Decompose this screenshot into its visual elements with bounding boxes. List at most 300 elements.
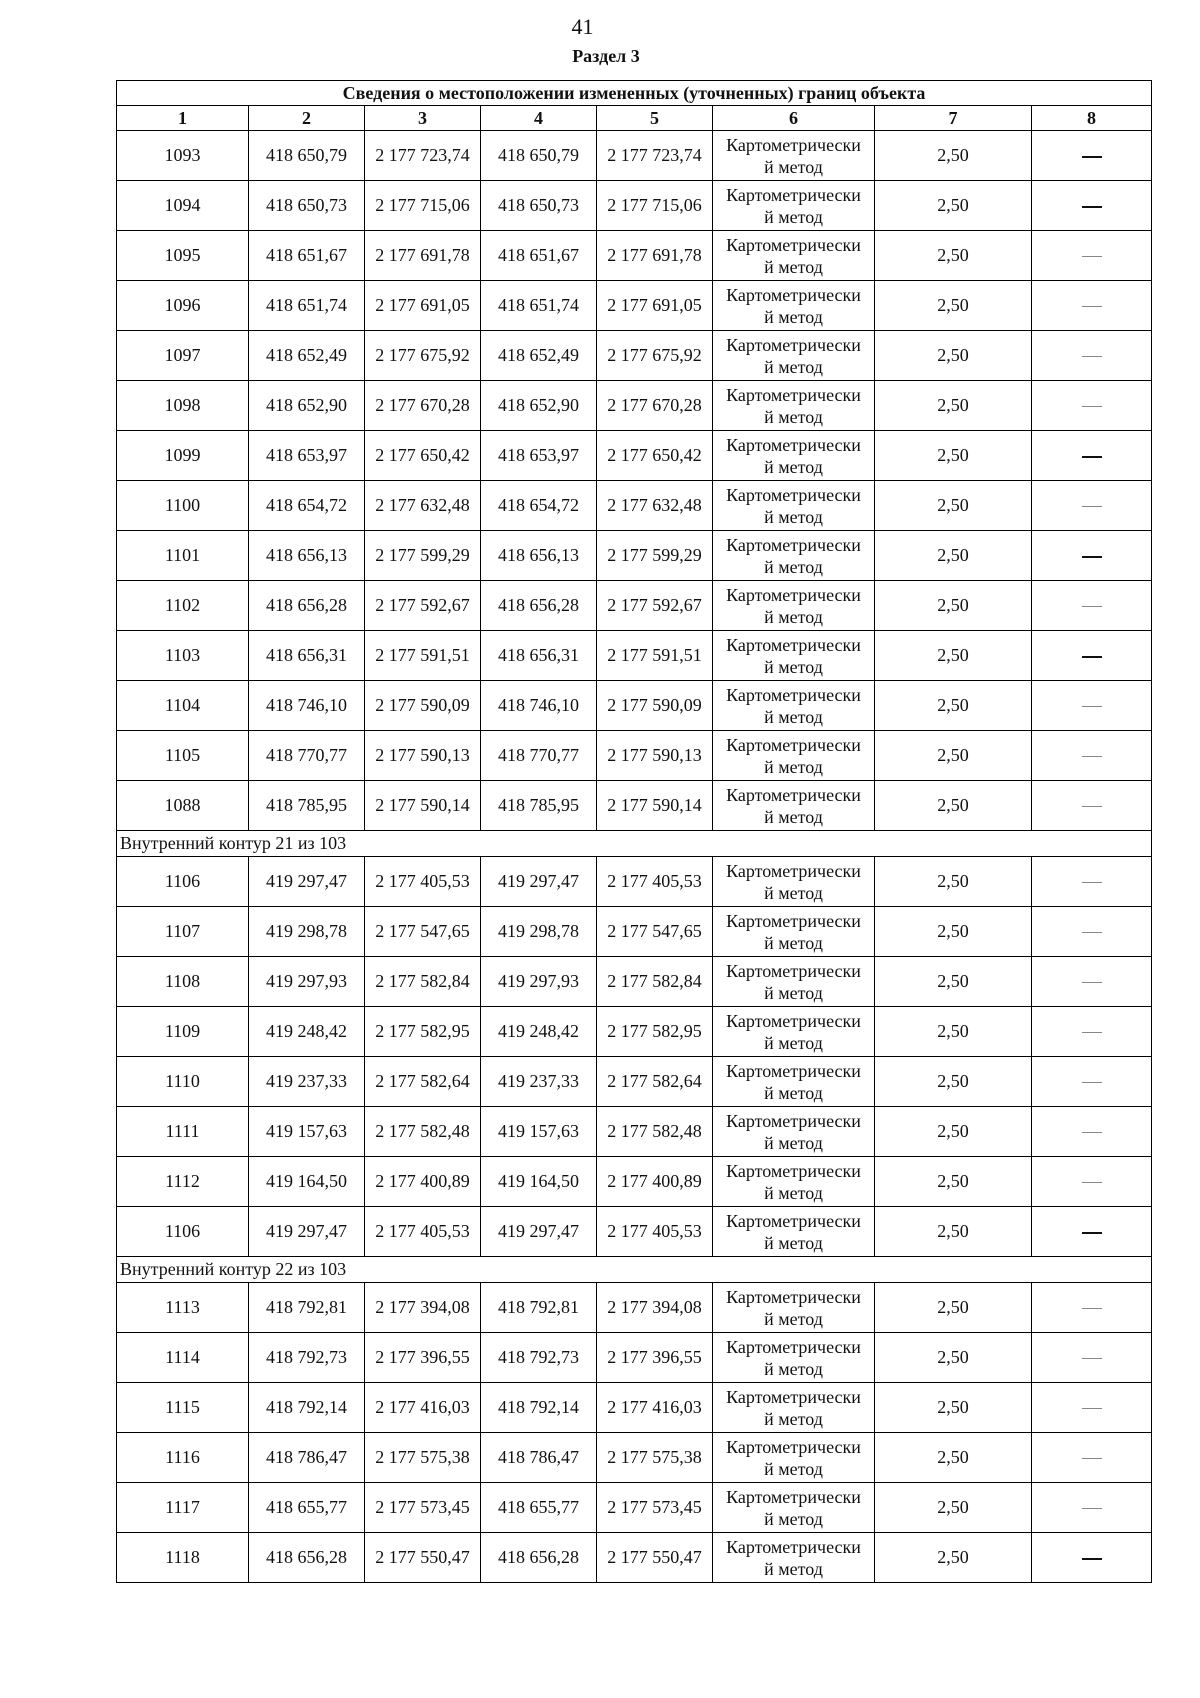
x-refined-cell: 418 792,73 [481, 1333, 597, 1383]
y-existing-cell: 2 177 590,14 [365, 781, 481, 831]
accuracy-cell: 2,50 [875, 1483, 1032, 1533]
method-line: й метод [764, 806, 823, 827]
y-existing-cell: 2 177 715,06 [365, 181, 481, 231]
method-line: й метод [764, 706, 823, 727]
method-line: й метод [764, 206, 823, 227]
x-refined-cell: 418 656,13 [481, 531, 597, 581]
method-line: й метод [764, 1508, 823, 1529]
method-cell [713, 131, 875, 181]
x-existing-cell: 418 785,95 [249, 781, 365, 831]
y-existing-cell: 2 177 632,48 [365, 481, 481, 531]
y-refined-cell: 2 177 675,92 [597, 331, 713, 381]
y-refined-cell: 2 177 590,13 [597, 731, 713, 781]
description-cell [1032, 331, 1152, 381]
x-refined-cell: 418 792,81 [481, 1283, 597, 1333]
y-refined-cell: 2 177 650,42 [597, 431, 713, 481]
column-number: 1 [117, 106, 249, 131]
table-row [117, 1333, 1152, 1383]
accuracy-cell: 2,50 [875, 631, 1032, 681]
description-cell [1032, 857, 1152, 907]
y-refined-cell: 2 177 396,55 [597, 1333, 713, 1383]
y-refined-cell: 2 177 599,29 [597, 531, 713, 581]
method-cell [713, 1157, 875, 1207]
description-cell [1032, 907, 1152, 957]
x-existing-cell: 418 656,31 [249, 631, 365, 681]
dash-mark [1082, 356, 1102, 357]
point-number-cell: 1106 [117, 1207, 249, 1257]
dash-mark [1082, 1508, 1102, 1509]
y-refined-cell: 2 177 405,53 [597, 857, 713, 907]
method-line: Картометрически [726, 634, 861, 655]
y-existing-cell: 2 177 599,29 [365, 531, 481, 581]
x-refined-cell: 418 652,49 [481, 331, 597, 381]
description-cell [1032, 231, 1152, 281]
table-row [117, 907, 1152, 957]
table-row [117, 581, 1152, 631]
point-number-cell: 1093 [117, 131, 249, 181]
contour-label: Внутренний контур 22 из 103 [117, 1257, 1152, 1283]
y-refined-cell: 2 177 591,51 [597, 631, 713, 681]
point-number-cell: 1113 [117, 1283, 249, 1333]
x-refined-cell: 418 652,90 [481, 381, 597, 431]
x-existing-cell: 418 652,49 [249, 331, 365, 381]
x-existing-cell: 419 164,50 [249, 1157, 365, 1207]
description-cell [1032, 1333, 1152, 1383]
method-cell [713, 331, 875, 381]
table-row [117, 1283, 1152, 1333]
method-line: Картометрически [726, 1110, 861, 1131]
accuracy-cell: 2,50 [875, 857, 1032, 907]
method-cell [713, 231, 875, 281]
y-refined-cell: 2 177 394,08 [597, 1283, 713, 1333]
x-existing-cell: 418 746,10 [249, 681, 365, 731]
method-cell [713, 431, 875, 481]
x-refined-cell: 418 656,28 [481, 581, 597, 631]
column-number: 6 [713, 106, 875, 131]
description-cell [1032, 781, 1152, 831]
method-line: й метод [764, 256, 823, 277]
description-cell [1032, 531, 1152, 581]
point-number-cell: 1117 [117, 1483, 249, 1533]
y-existing-cell: 2 177 550,47 [365, 1533, 481, 1583]
dash-mark [1082, 556, 1102, 558]
x-existing-cell: 419 297,47 [249, 857, 365, 907]
accuracy-cell: 2,50 [875, 431, 1032, 481]
y-existing-cell: 2 177 691,78 [365, 231, 481, 281]
method-cell [713, 781, 875, 831]
x-existing-cell: 418 770,77 [249, 731, 365, 781]
method-line: Картометрически [726, 1210, 861, 1231]
method-cell [713, 581, 875, 631]
x-refined-cell: 419 164,50 [481, 1157, 597, 1207]
dash-mark [1082, 506, 1102, 507]
table-row [117, 631, 1152, 681]
y-existing-cell: 2 177 573,45 [365, 1483, 481, 1533]
dash-mark [1082, 256, 1102, 257]
dash-mark [1082, 1132, 1102, 1133]
method-line: й метод [764, 406, 823, 427]
method-line: Картометрически [726, 234, 861, 255]
dash-mark [1082, 1232, 1102, 1234]
x-refined-cell: 419 297,93 [481, 957, 597, 1007]
x-refined-cell: 418 650,73 [481, 181, 597, 231]
accuracy-cell: 2,50 [875, 281, 1032, 331]
point-number-cell: 1111 [117, 1107, 249, 1157]
x-existing-cell: 419 298,78 [249, 907, 365, 957]
method-cell [713, 1483, 875, 1533]
x-existing-cell: 418 792,14 [249, 1383, 365, 1433]
accuracy-cell: 2,50 [875, 1333, 1032, 1383]
method-line: Картометрически [726, 860, 861, 881]
dash-mark [1082, 882, 1102, 883]
method-line: Картометрически [726, 1286, 861, 1307]
table-row [117, 957, 1152, 1007]
x-existing-cell: 418 656,28 [249, 1533, 365, 1583]
dash-mark [1082, 456, 1102, 458]
x-refined-cell: 419 157,63 [481, 1107, 597, 1157]
method-cell [713, 857, 875, 907]
x-refined-cell: 419 297,47 [481, 1207, 597, 1257]
y-existing-cell: 2 177 400,89 [365, 1157, 481, 1207]
accuracy-cell: 2,50 [875, 1007, 1032, 1057]
point-number-cell: 1101 [117, 531, 249, 581]
dash-mark [1082, 1358, 1102, 1359]
table-row [117, 857, 1152, 907]
point-number-cell: 1098 [117, 381, 249, 431]
point-number-cell: 1104 [117, 681, 249, 731]
y-refined-cell: 2 177 400,89 [597, 1157, 713, 1207]
table-row [117, 531, 1152, 581]
y-refined-cell: 2 177 590,14 [597, 781, 713, 831]
accuracy-cell: 2,50 [875, 957, 1032, 1007]
y-existing-cell: 2 177 547,65 [365, 907, 481, 957]
description-cell [1032, 1433, 1152, 1483]
dash-mark [1082, 1408, 1102, 1409]
boundary-coordinates-table [116, 80, 1152, 1583]
dash-mark [1082, 1032, 1102, 1033]
method-line: Картометрически [726, 1336, 861, 1357]
y-refined-cell: 2 177 670,28 [597, 381, 713, 431]
description-cell [1032, 1157, 1152, 1207]
dash-mark [1082, 156, 1102, 158]
accuracy-cell: 2,50 [875, 481, 1032, 531]
y-existing-cell: 2 177 405,53 [365, 857, 481, 907]
method-cell [713, 1057, 875, 1107]
column-number: 7 [875, 106, 1032, 131]
x-refined-cell: 418 654,72 [481, 481, 597, 531]
x-existing-cell: 418 650,73 [249, 181, 365, 231]
point-number-cell: 1116 [117, 1433, 249, 1483]
point-number-cell: 1099 [117, 431, 249, 481]
table-row [117, 1533, 1152, 1583]
y-existing-cell: 2 177 670,28 [365, 381, 481, 431]
method-cell [713, 1533, 875, 1583]
accuracy-cell: 2,50 [875, 331, 1032, 381]
table-row [117, 1057, 1152, 1107]
y-refined-cell: 2 177 550,47 [597, 1533, 713, 1583]
method-line: Картометрически [726, 484, 861, 505]
table-row [117, 231, 1152, 281]
table-title: Сведения о местоположении измененных (уточненных) границ объекта [117, 81, 1152, 106]
method-line: Картометрически [726, 384, 861, 405]
method-line: й метод [764, 1408, 823, 1429]
x-refined-cell: 419 297,47 [481, 857, 597, 907]
accuracy-cell: 2,50 [875, 731, 1032, 781]
point-number-cell: 1109 [117, 1007, 249, 1057]
y-refined-cell: 2 177 691,78 [597, 231, 713, 281]
method-line: й метод [764, 356, 823, 377]
method-line: Картометрически [726, 1486, 861, 1507]
method-line: Картометрически [726, 334, 861, 355]
point-number-cell: 1108 [117, 957, 249, 1007]
method-line: й метод [764, 756, 823, 777]
point-number-cell: 1094 [117, 181, 249, 231]
method-line: й метод [764, 506, 823, 527]
method-line: Картометрически [726, 910, 861, 931]
point-number-cell: 1107 [117, 907, 249, 957]
method-line: Картометрически [726, 734, 861, 755]
table-row [117, 1383, 1152, 1433]
column-number: 4 [481, 106, 597, 131]
point-number-cell: 1105 [117, 731, 249, 781]
column-number: 3 [365, 106, 481, 131]
x-existing-cell: 418 655,77 [249, 1483, 365, 1533]
x-refined-cell: 419 237,33 [481, 1057, 597, 1107]
y-existing-cell: 2 177 675,92 [365, 331, 481, 381]
table-body [117, 131, 1152, 1583]
accuracy-cell: 2,50 [875, 1283, 1032, 1333]
accuracy-cell: 2,50 [875, 1207, 1032, 1257]
description-cell [1032, 957, 1152, 1007]
x-refined-cell: 418 650,79 [481, 131, 597, 181]
table-row [117, 481, 1152, 531]
method-line: Картометрически [726, 1536, 861, 1557]
method-line: Картометрически [726, 534, 861, 555]
method-cell [713, 531, 875, 581]
x-refined-cell: 418 651,74 [481, 281, 597, 331]
y-refined-cell: 2 177 582,95 [597, 1007, 713, 1057]
column-number: 8 [1032, 106, 1152, 131]
y-refined-cell: 2 177 573,45 [597, 1483, 713, 1533]
section-title: Раздел 3 [572, 46, 640, 66]
x-existing-cell: 418 656,13 [249, 531, 365, 581]
method-line: й метод [764, 606, 823, 627]
point-number-cell: 1103 [117, 631, 249, 681]
method-cell [713, 957, 875, 1007]
y-existing-cell: 2 177 650,42 [365, 431, 481, 481]
y-refined-cell: 2 177 575,38 [597, 1433, 713, 1483]
method-line: й метод [764, 1558, 823, 1579]
description-cell [1032, 631, 1152, 681]
y-refined-cell: 2 177 582,48 [597, 1107, 713, 1157]
description-cell [1032, 581, 1152, 631]
method-line: Картометрически [726, 434, 861, 455]
table-row [117, 1157, 1152, 1207]
y-existing-cell: 2 177 416,03 [365, 1383, 481, 1433]
table-row [117, 1207, 1152, 1257]
x-refined-cell: 418 785,95 [481, 781, 597, 831]
point-number-cell: 1118 [117, 1533, 249, 1583]
contour-header-row [117, 831, 1152, 857]
dash-mark [1082, 982, 1102, 983]
method-line: Картометрически [726, 1010, 861, 1031]
method-line: Картометрически [726, 1386, 861, 1407]
contour-label: Внутренний контур 21 из 103 [117, 831, 1152, 857]
x-existing-cell: 419 157,63 [249, 1107, 365, 1157]
description-cell [1032, 681, 1152, 731]
table-row [117, 1007, 1152, 1057]
point-number-cell: 1096 [117, 281, 249, 331]
method-line: й метод [764, 556, 823, 577]
method-line: Картометрически [726, 184, 861, 205]
method-line: Картометрически [726, 784, 861, 805]
method-line: й метод [764, 1358, 823, 1379]
dash-mark [1082, 756, 1102, 757]
y-refined-cell: 2 177 582,64 [597, 1057, 713, 1107]
accuracy-cell: 2,50 [875, 1383, 1032, 1433]
method-line: й метод [764, 882, 823, 903]
table-row [117, 1433, 1152, 1483]
x-existing-cell: 418 656,28 [249, 581, 365, 631]
x-existing-cell: 419 237,33 [249, 1057, 365, 1107]
accuracy-cell: 2,50 [875, 231, 1032, 281]
y-existing-cell: 2 177 394,08 [365, 1283, 481, 1333]
description-cell [1032, 481, 1152, 531]
x-existing-cell: 419 248,42 [249, 1007, 365, 1057]
description-cell [1032, 731, 1152, 781]
dash-mark [1082, 1558, 1102, 1560]
dash-mark [1082, 932, 1102, 933]
point-number-cell: 1088 [117, 781, 249, 831]
point-number-cell: 1106 [117, 857, 249, 907]
method-cell [713, 481, 875, 531]
accuracy-cell: 2,50 [875, 1533, 1032, 1583]
x-existing-cell: 418 792,73 [249, 1333, 365, 1383]
x-existing-cell: 419 297,47 [249, 1207, 365, 1257]
column-number: 2 [249, 106, 365, 131]
point-number-cell: 1110 [117, 1057, 249, 1107]
description-cell [1032, 1483, 1152, 1533]
x-refined-cell: 418 651,67 [481, 231, 597, 281]
table-row [117, 281, 1152, 331]
table-row [117, 181, 1152, 231]
method-cell [713, 1007, 875, 1057]
method-line: й метод [764, 306, 823, 327]
method-line: Картометрически [726, 1160, 861, 1181]
method-line: Картометрически [726, 684, 861, 705]
x-refined-cell: 418 656,31 [481, 631, 597, 681]
method-line: й метод [764, 156, 823, 177]
method-line: й метод [764, 1132, 823, 1153]
method-cell [713, 1283, 875, 1333]
dash-mark [1082, 406, 1102, 407]
y-existing-cell: 2 177 396,55 [365, 1333, 481, 1383]
accuracy-cell: 2,50 [875, 181, 1032, 231]
method-line: й метод [764, 1308, 823, 1329]
method-cell [713, 731, 875, 781]
point-number-cell: 1112 [117, 1157, 249, 1207]
x-existing-cell: 418 786,47 [249, 1433, 365, 1483]
y-existing-cell: 2 177 590,13 [365, 731, 481, 781]
point-number-cell: 1097 [117, 331, 249, 381]
y-refined-cell: 2 177 723,74 [597, 131, 713, 181]
table-row [117, 431, 1152, 481]
method-line: Картометрически [726, 134, 861, 155]
method-cell [713, 1383, 875, 1433]
method-line: й метод [764, 1182, 823, 1203]
x-existing-cell: 418 651,67 [249, 231, 365, 281]
dash-mark [1082, 206, 1102, 208]
accuracy-cell: 2,50 [875, 531, 1032, 581]
dash-mark [1082, 606, 1102, 607]
dash-mark [1082, 1458, 1102, 1459]
description-cell [1032, 281, 1152, 331]
x-existing-cell: 418 652,90 [249, 381, 365, 431]
point-number-cell: 1100 [117, 481, 249, 531]
dash-mark [1082, 1182, 1102, 1183]
description-cell [1032, 1383, 1152, 1433]
method-line: й метод [764, 1458, 823, 1479]
y-refined-cell: 2 177 590,09 [597, 681, 713, 731]
method-cell [713, 907, 875, 957]
method-line: Картометрически [726, 1060, 861, 1081]
x-existing-cell: 419 297,93 [249, 957, 365, 1007]
accuracy-cell: 2,50 [875, 1157, 1032, 1207]
x-refined-cell: 418 770,77 [481, 731, 597, 781]
dash-mark [1082, 306, 1102, 307]
description-cell [1032, 381, 1152, 431]
x-refined-cell: 419 248,42 [481, 1007, 597, 1057]
accuracy-cell: 2,50 [875, 1057, 1032, 1107]
x-refined-cell: 419 298,78 [481, 907, 597, 957]
method-line: Картометрически [726, 960, 861, 981]
y-existing-cell: 2 177 590,09 [365, 681, 481, 731]
accuracy-cell: 2,50 [875, 581, 1032, 631]
dash-mark [1082, 1308, 1102, 1309]
method-line: й метод [764, 932, 823, 953]
table-row [117, 331, 1152, 381]
y-refined-cell: 2 177 405,53 [597, 1207, 713, 1257]
x-refined-cell: 418 746,10 [481, 681, 597, 731]
y-existing-cell: 2 177 405,53 [365, 1207, 481, 1257]
table-row [117, 131, 1152, 181]
y-existing-cell: 2 177 582,95 [365, 1007, 481, 1057]
contour-header-row [117, 1257, 1152, 1283]
point-number-cell: 1114 [117, 1333, 249, 1383]
x-refined-cell: 418 786,47 [481, 1433, 597, 1483]
y-existing-cell: 2 177 691,05 [365, 281, 481, 331]
method-cell [713, 631, 875, 681]
dash-mark [1082, 706, 1102, 707]
y-refined-cell: 2 177 715,06 [597, 181, 713, 231]
dash-mark [1082, 1082, 1102, 1083]
x-existing-cell: 418 653,97 [249, 431, 365, 481]
description-cell [1032, 1533, 1152, 1583]
y-refined-cell: 2 177 547,65 [597, 907, 713, 957]
table-row [117, 681, 1152, 731]
method-cell [713, 281, 875, 331]
table-row [117, 781, 1152, 831]
table-row [117, 381, 1152, 431]
y-refined-cell: 2 177 691,05 [597, 281, 713, 331]
description-cell [1032, 181, 1152, 231]
description-cell [1032, 1057, 1152, 1107]
point-number-cell: 1095 [117, 231, 249, 281]
method-cell [713, 1333, 875, 1383]
method-cell [713, 1207, 875, 1257]
accuracy-cell: 2,50 [875, 1107, 1032, 1157]
description-cell [1032, 1107, 1152, 1157]
